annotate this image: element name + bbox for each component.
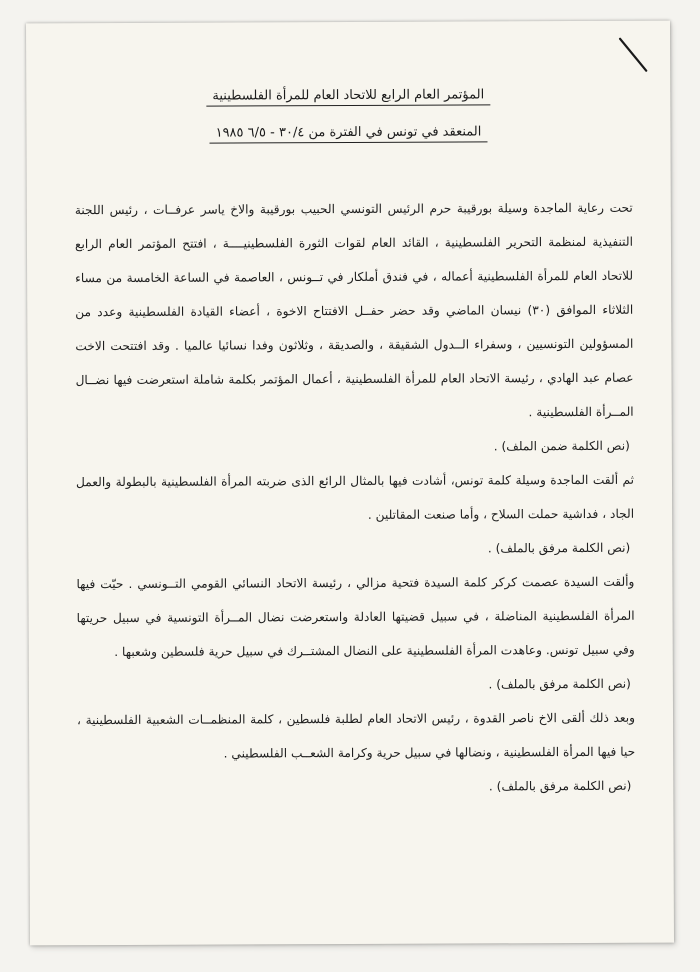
title-line-2 bbox=[26, 122, 670, 145]
note-1: (نص الكلمة ضمن الملف) . bbox=[493, 438, 630, 454]
title-text-2: المنعقد في تونس في الفترة من ٣٠/٤ - ٦/٥ ١٩٨٥ bbox=[210, 124, 488, 143]
paragraph-3: وألقت السيدة عصمت كركر كلمة السيدة فتحية مزالي ، رئيسة الاتحاد النسائي القومي التــونسي . حيّت فيها المرأة الفلسطينية المناضلة ، في سبيل قضيتها العادلة واستعرضت نضال المــرأة التونسية في سبيل حريتها وفي سبيل تونس. وعاهدت المرأة الفلسطينية على النضال المشتــرك في سبيل حرية فلسطين وشعبها . bbox=[76, 574, 635, 660]
document-heading bbox=[26, 85, 670, 145]
title-line-1 bbox=[26, 85, 670, 108]
note-3: (نص الكلمة مرفق بالملف) . bbox=[488, 676, 631, 692]
paragraph-1: تحت رعاية الماجدة وسيلة بورقيبة حرم الرئيس التونسي الحبيب بورقيبة والاخ ياسر عرفــات ، رئيس اللجنة التنفيذية لمنظمة التحرير الفلسطينية ، القائد العام لقوات الثورة الفلسطينيــــة ، افتتح المؤتمر العام الرابع للاتحاد العام للمرأة الفلسطينية أعماله ، في فندق أملكار في تــونس ، العاصمة في الساعة الخامسة من مساء الثلاثاء الموافق (٣٠) نيسان الماضي وقد حضر حفــل الافتتاح الاخوة ، أعضاء القيادة الفلسطينية وعدد من المسؤولين التونسيين ، وسفراء الــدول الشقيقة ، والصديقة ، وثلاثون وفدا نسائيا عالميا . وقد افتتحت الاخت عصام عبد الهادي ، رئيسة الاتحاد العام للمرأة الفلسطينية ، أعمال المؤتمر بكلمة شاملة استعرضت فيها نضــال المــرأة الفلسطينية . bbox=[74, 200, 634, 420]
document-body bbox=[75, 191, 636, 805]
handwritten-pen-stroke bbox=[616, 37, 650, 75]
note-4: (نص الكلمة مرفق بالملف) . bbox=[488, 778, 632, 794]
paragraph-2: ثم ألقت الماجدة وسيلة كلمة تونس، أشادت فيها بالمثال الرائع الذى ضربته المرأة الفلسطينية بالبطولة والعمل الجاد ، فداشية حملت السلاح ، وأما صنعت المقاتلين . bbox=[75, 472, 635, 522]
paragraph-4: وبعد ذلك ألقى الاخ ناصر القدوة ، رئيس الاتحاد العام لطلبة فلسطين ، كلمة المنظمــات الشعبية الفلسطينية ، حيا فيها المرأة الفلسطينية ، ونضالها في سبيل حرية وكرامة الشعــب الفلسطيني . bbox=[77, 710, 636, 761]
title-text-1: المؤتمر العام الرابع للاتحاد العام للمرأة الفلسطينية bbox=[206, 87, 490, 106]
document-page bbox=[26, 21, 674, 946]
note-2: (نص الكلمة مرفق بالملف) . bbox=[487, 540, 631, 556]
